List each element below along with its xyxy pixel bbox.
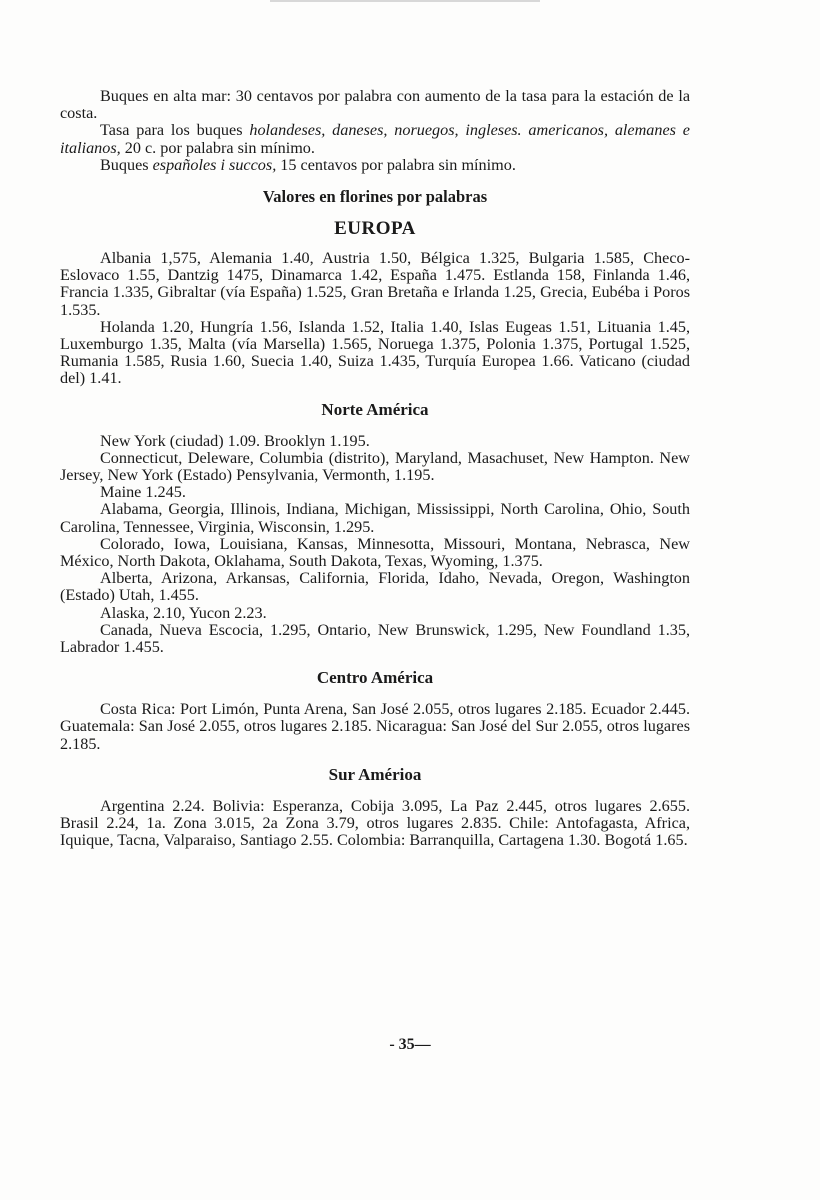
norte-paragraph: Alaska, 2.10, Yucon 2.23. bbox=[100, 603, 267, 622]
norte-paragraph: Alberta, Arizona, Arkansas, California, Florida, Idaho, Nevada, Oregon, Washington (Estado) Utah, 1.455. bbox=[60, 569, 690, 605]
page-content bbox=[60, 88, 690, 850]
top-rule bbox=[270, 0, 540, 2]
intro-paragraph-alta-mar: Buques en alta mar: 30 centavos por palabra con aumento de la tasa para la estación de la costa. bbox=[60, 87, 690, 123]
norte-paragraph: Alabama, Georgia, Illinois, Indiana, Michigan, Mississippi, North Carolina, Ohio, South Carolina, Tennessee, Virginia, Wisconsin, 1.295. bbox=[60, 500, 690, 536]
europa-paragraph: Holanda 1.20, Hungría 1.56, Islanda 1.52, Italia 1.40, Islas Eugeas 1.51, Lituania 1.45, Luxemburgo 1.35, Malta (vía Marsella) 1.565, Noruega 1.375, Polonia 1.375, Portugal 1.525, Rumania 1.585, Rusia 1.60, Suecia 1.40, Suiza 1.435, Turquía Europea 1.66. Vaticano (ciudad del) 1.41. bbox=[60, 317, 690, 388]
page-number: - 35— bbox=[389, 1036, 431, 1053]
norte-paragraph: Colorado, Iowa, Louisiana, Kansas, Minnesotta, Missouri, Montana, Nebrasca, New México, North Dakota, Oklahama, South Dakota, Texas, Wyoming, 1.375. bbox=[60, 534, 690, 571]
espanoles-nationalities: españoles i succos, bbox=[152, 155, 277, 174]
heading-sur-america: Sur Amérioa bbox=[328, 764, 422, 784]
tasa-text-start: Tasa para los buques bbox=[100, 121, 250, 140]
intro-paragraph-buques-espanoles bbox=[60, 157, 690, 174]
heading-centro-america: Centro América bbox=[316, 668, 434, 688]
norte-paragraph: Connecticut, Deleware, Columbia (distrito), Maryland, Masachuset, New Hampton. New Jersey, New York (Estado) Pensylvania, Vermonth, 1.195. bbox=[60, 448, 690, 485]
intro-paragraph-tasa-buques bbox=[60, 122, 690, 156]
tasa-text-end: 20 c. por palabra sin mínimo. bbox=[120, 138, 315, 157]
heading-norte-america: Norte América bbox=[321, 399, 429, 419]
espanoles-text-end: 15 centavos por palabra sin mínimo. bbox=[276, 155, 516, 174]
europa-paragraph: Albania 1,575, Alemania 1.40, Austria 1.50, Bélgica 1.325, Bulgaria 1.585, Checo-Eslovaco 1.55, Dantzig 1475, Dinamarca 1.42, España 1.475. Estlanda 158, Finlanda 1.46, Francia 1.335, Gibraltar (vía España) 1.525, Gran Bretaña e Irlanda 1.25, Grecia, Eubéba i Poros 1.535. bbox=[60, 249, 690, 319]
norte-paragraph: Canada, Nueva Escocia, 1.295, Ontario, New Brunswick, 1.295, New Foundland 1.35, Labrador 1.455. bbox=[60, 620, 690, 657]
centro-paragraph: Costa Rica: Port Limón, Punta Arena, San José 2.055, otros lugares 2.185. Ecuador 2.445. Guatemala: San José 2.055, otros lugares 2.185. Nicaragua: San José del Sur 2.055, otros lugares 2.185. bbox=[60, 700, 690, 753]
espanoles-text-start: Buques bbox=[100, 155, 153, 174]
sur-paragraph: Argentina 2.24. Bolivia: Esperanza, Cobija 3.095, La Paz 2.445, otros lugares 2.655. Brasil 2.24, 1a. Zona 3.015, 2a Zona 3.79, otros lugares 2.835. Chile: Antofagasta, Africa, Iquique, Tacna, Valparaiso, Santiago 2.55. Colombia: Barranquilla, Cartagena 1.30. Bogotá 1.65. bbox=[60, 796, 690, 850]
heading-europa: EUROPA bbox=[334, 218, 416, 240]
heading-valores-florines: Valores en florines por palabras bbox=[262, 187, 488, 207]
norte-paragraph: Maine 1.245. bbox=[100, 483, 186, 502]
tasa-nationalities: holandeses, daneses, noruegos, ingleses. americanos, alemanes e italianos, bbox=[60, 121, 690, 157]
norte-paragraph: New York (ciudad) 1.09. Brooklyn 1.195. bbox=[100, 431, 370, 450]
